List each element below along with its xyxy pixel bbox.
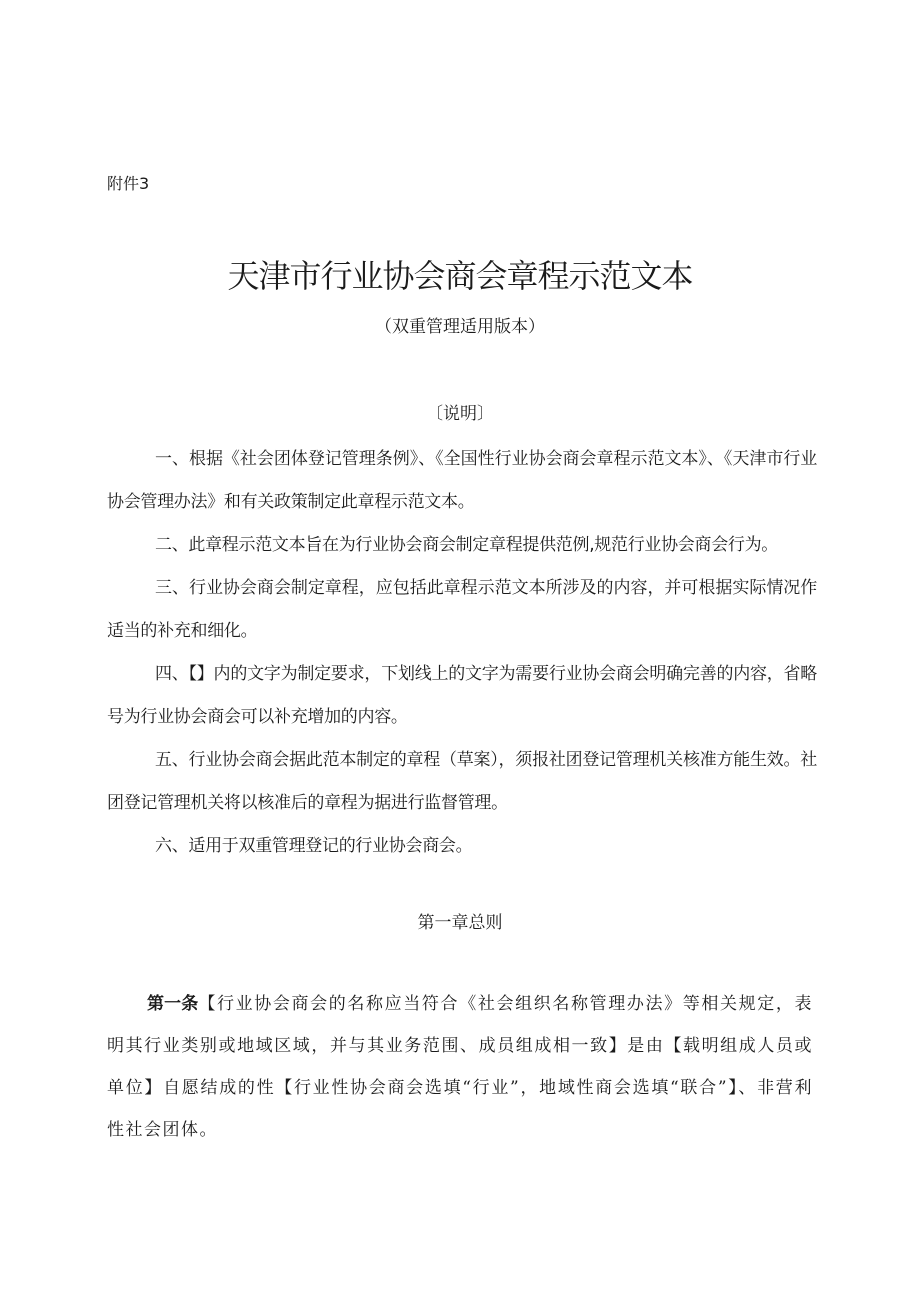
note-item-1: 一、根据《社会团体登记管理条例》、《全国性行业协会商会章程示范文本》、《天津市行业协会管理办法》和有关政策制定此章程示范文本。 [107,449,817,512]
article-1 [107,983,813,1151]
note-item-2: 二、此章程示范文本旨在为行业协会商会制定章程提供范例,规范行业协会商会行为。 [155,535,779,555]
note-item-6: 六、适用于双重管理登记的行业协会商会。 [155,836,473,856]
note-item-3: 三、行业协会商会制定章程，应包括此章程示范文本所涉及的内容，并可根据实际情况作适当的补充和细化。 [107,578,817,641]
document-subtitle: （双重管理适用版本） [375,317,545,337]
notes-heading: 〔说明〕 [426,404,494,424]
note-item-5: 五、行业协会商会据此范本制定的章程（草案），须报社团登记管理机关核准方能生效。社团登记管理机关将以核准后的章程为据进行监督管理。 [107,750,817,813]
note-item-4: 四、【】内的文字为制定要求，下划线上的文字为需要行业协会商会明确完善的内容，省略号为行业协会商会可以补充增加的内容。 [107,664,817,727]
article-1-label: 第一条 [147,994,199,1014]
article-1-text: 【行业协会商会的名称应当符合《社会组织名称管理办法》等相关规定，表明其行业类别或地域区域，并与其业务范围、成员组成相一致】是由【载明组成人员或单位】自愿结成的性【行业性协会商会选填“行业”，地域性商会选填“联合”】、非营利性社会团体。 [107,994,814,1140]
chapter-heading: 第一章总则 [417,913,503,933]
attachment-label: 附件3 [107,174,150,193]
document-title: 天津市行业协会商会章程示范文本 [227,257,693,295]
